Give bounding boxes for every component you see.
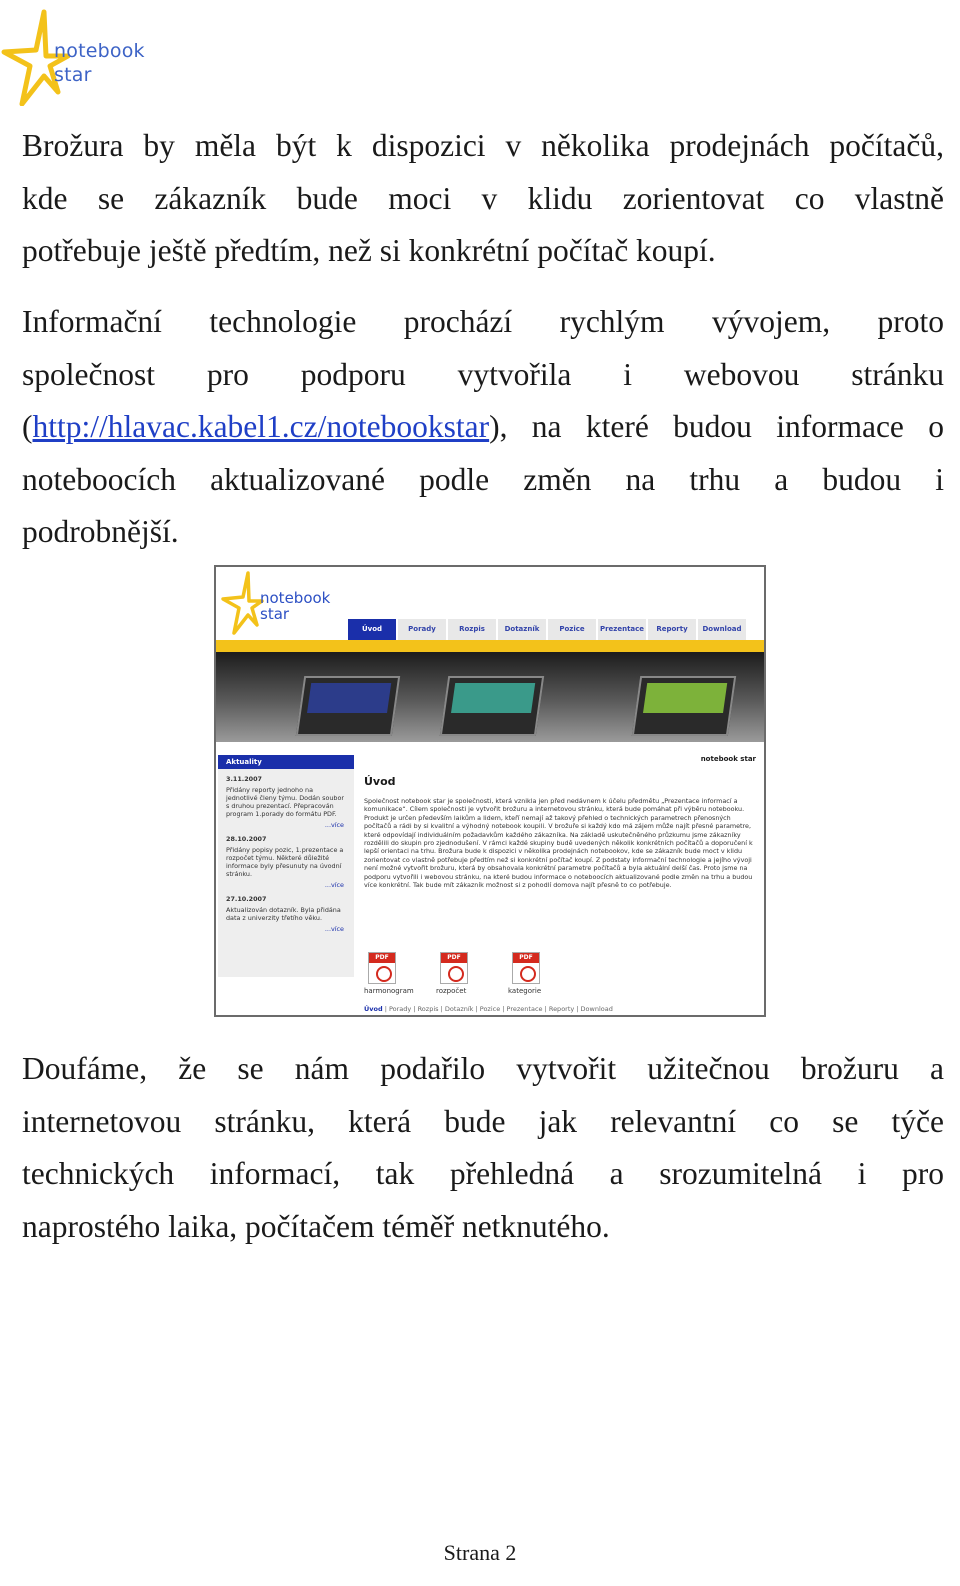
site-page-heading: Úvod <box>364 775 396 788</box>
website-screenshot <box>214 565 766 1017</box>
website-link[interactable]: http://hlavac.kabel1.cz/notebookstar <box>32 409 490 444</box>
logo-text-notebook: notebook <box>54 40 145 62</box>
text-after-link: ), na které budou informace o <box>489 409 944 444</box>
pdf-download-harmonogram[interactable] <box>364 952 436 995</box>
text-line-with-link <box>22 401 944 454</box>
notebook-star-logo <box>0 6 160 106</box>
news-more-link[interactable]: ...více <box>324 821 344 829</box>
site-star-icon <box>220 569 264 639</box>
pdf-label: kategorie <box>508 987 542 995</box>
site-nav-porady[interactable]: Porady <box>398 619 446 640</box>
site-nav <box>348 619 748 640</box>
paragraph-closing <box>22 1043 944 1253</box>
text-line: potřebuje ještě předtím, než si konkrétní počítač koupí. <box>22 233 716 268</box>
text-line: Brožura by měla být k dispozici v několika prodejnách počítačů, <box>22 128 944 163</box>
news-text: Přidány reporty jednoho na jednotlivé členy týmu. Dodán soubor s druhou prezentací. Přepracován program 1.porady do formátu PDF. <box>226 786 345 818</box>
pdf-downloads <box>364 952 580 995</box>
site-main-content <box>364 755 758 955</box>
news-date: 3.11.2007 <box>226 775 262 783</box>
pdf-download-kategorie[interactable] <box>508 952 580 995</box>
site-footer-nav <box>364 1005 613 1013</box>
paragraph-website <box>22 296 944 559</box>
news-text: Aktualizován dotazník. Byla přidána data z univerzity třetího věku. <box>226 906 341 922</box>
logo-text-star: star <box>54 64 92 86</box>
text-line: technických informací, tak přehledná a srozumitelná i pro <box>22 1156 944 1191</box>
site-nav-prezentace[interactable]: Prezentace <box>598 619 646 640</box>
site-sidebar-news <box>218 755 354 977</box>
pdf-label: rozpočet <box>436 987 467 995</box>
site-name-label: notebook star <box>700 755 756 763</box>
site-hero-laptops <box>216 652 764 742</box>
pdf-icon: PDF <box>440 952 468 984</box>
footer-active-item[interactable]: Úvod <box>364 1005 383 1013</box>
text-line: Doufáme, že se nám podařilo vytvořit užitečnou brožuru a <box>22 1051 944 1086</box>
text-line: naprostého laika, počítačem téměř netknutého. <box>22 1208 610 1244</box>
site-logo-notebook: notebook <box>260 589 331 607</box>
laptop-image <box>296 676 400 736</box>
site-yellow-bar <box>216 640 764 652</box>
text-line: Informační technologie prochází rychlým vývojem, proto <box>22 304 944 339</box>
news-more-link[interactable]: ...více <box>324 925 344 933</box>
site-nav-reporty[interactable]: Reporty <box>648 619 696 640</box>
paren-open: ( <box>22 409 33 444</box>
site-nav-rozpis[interactable]: Rozpis <box>448 619 496 640</box>
text-line: noteboocích aktualizované podle změn na trhu a budou i <box>22 461 944 497</box>
site-logo-star: star <box>260 605 290 623</box>
footer-items[interactable]: | Porady | Rozpis | Dotazník | Pozice | Prezentace | Reporty | Download <box>382 1005 613 1013</box>
laptop-image <box>632 676 736 736</box>
news-date: 28.10.2007 <box>226 835 267 843</box>
news-more-link[interactable]: ...více <box>324 881 344 889</box>
text-line: kde se zákazník bude moci v klidu zorientovat co vlastně <box>22 180 944 216</box>
site-nav-download[interactable]: Download <box>698 619 746 640</box>
pdf-label: harmonogram <box>364 987 414 995</box>
news-text: Přidány popisy pozic, 1.prezentace a rozpočet týmu. Některé důležité informace byly přesunuty na úvodní stránku. <box>226 846 344 878</box>
site-nav-dotaznik[interactable]: Dotazník <box>498 619 546 640</box>
site-body-text: Společnost notebook star je společnosti, která vznikla jen před nedávnem k účelu předmětu „Prezentace informací a komunikace“. Cílem společnosti je vytvořit brožuru a internetovou stránku, která bude pomáhat při výběru notebooku. Produkt je určen především laikům a lidem, kteří nemají až takový přehled o technických parametrech přenosných počítačů a rádi by si kvalitní a výhodný notebook koupili. V brožuře si každý kdo má zájem může najít přesné parametre, které odpovídají individuálním požadavkům každého zákazníka. Na základě uskutečněného průzkumu jsme zákazníky rozdělili do skupin pro zjednodušení. V rámci každé skupiny budě uvedených několik konkrétních počítačů a doporučení k lepší orientaci na trhu. Brožura bude k dispozici v několika prodejnách notebookov, kde se zákazník bude moct v klidu zorientovat co vlastně potřebuje předtím než si konkrétní počítač koupí. Z podstaty informační technologie a jejího vývoji není možné vytvořit brožuru, která by obsahovala konkrétní parametre počítačů a byla aktuální delší čas. Proto jsme na podporu vytvořili i webovou stránku, na které budou informace o noteboocích aktualizované podle změn na trhu a budou více konkrétní. Tak bude mít zákazník možnost si z pohodlí domova najít přesně to co potřebuje. <box>364 797 753 890</box>
page-number: Strana 2 <box>443 1540 517 1565</box>
sidebar-title: Aktuality <box>218 755 354 769</box>
news-date: 27.10.2007 <box>226 895 267 903</box>
text-line: společnost pro podporu vytvořila i webovou stránku <box>22 356 944 392</box>
text-line: podrobnější. <box>22 514 179 549</box>
laptop-image <box>440 676 544 736</box>
site-header <box>216 567 764 642</box>
site-nav-pozice[interactable]: Pozice <box>548 619 596 640</box>
pdf-icon: PDF <box>368 952 396 984</box>
paragraph-brochure <box>22 120 944 278</box>
text-line: internetovou stránku, která bude jak relevantní co se týče <box>22 1103 944 1139</box>
pdf-download-rozpocet[interactable] <box>436 952 508 995</box>
pdf-icon: PDF <box>512 952 540 984</box>
site-nav-uvod[interactable]: Úvod <box>348 619 396 640</box>
